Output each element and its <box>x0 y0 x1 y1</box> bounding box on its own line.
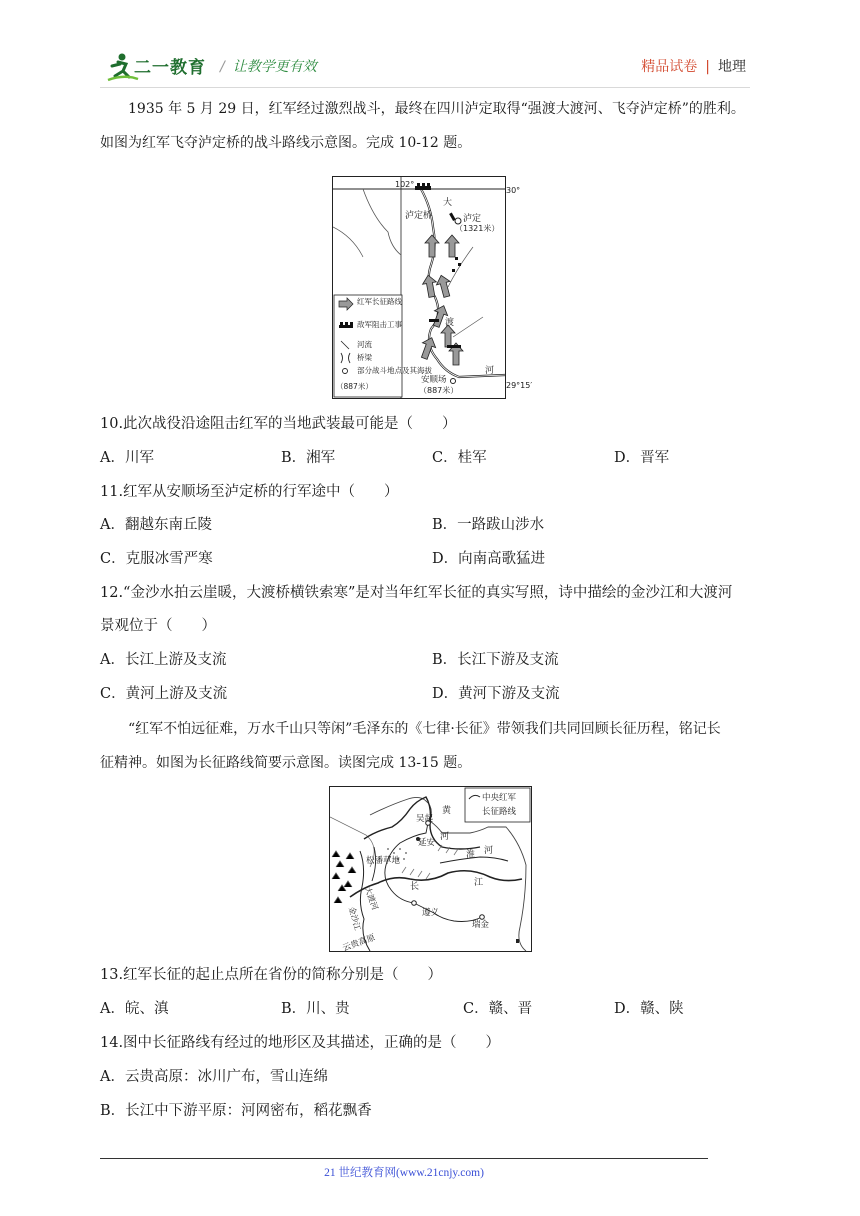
question-12-stem-line2: 景观位于（ ） <box>100 618 216 634</box>
legend-route-label: 红军长征路线 <box>357 297 402 306</box>
lon-label: 102° <box>395 180 415 189</box>
legend-river-label: 河流 <box>357 340 372 349</box>
logo-text: 二一教育 <box>134 58 206 78</box>
question-10-stem: 10.此次战役沿途阻击红军的当地武装最可能是（ ） <box>100 416 457 432</box>
town-label: 泸定 <box>463 214 482 224</box>
zunyi-point <box>412 901 417 906</box>
legend-battle-example: （887米） <box>336 382 373 391</box>
q13-option-a[interactable]: A．皖、滇 <box>100 1001 169 1017</box>
huai-char: 淮 <box>466 850 476 860</box>
yanan-label: 延安 <box>418 838 436 848</box>
question-11-stem: 11.红军从安顺场至泸定桥的行军途中（ ） <box>100 484 399 500</box>
river-char-du: 渡 <box>445 318 455 328</box>
q12-option-d[interactable]: D．黄河下游及支流 <box>432 686 560 702</box>
intro2-line2: 征精神。如图为长征路线简要示意图。读图完成 13-15 题。 <box>100 755 472 771</box>
island-mark <box>516 939 519 943</box>
q11-option-b[interactable]: B．一路跋山涉水 <box>432 517 545 533</box>
yungui-label: 云贵高原 <box>341 932 377 951</box>
river-char-da: 大 <box>443 198 453 208</box>
river-char-he: 河 <box>485 366 495 376</box>
zunyi-label: 遵义 <box>422 908 440 918</box>
legend-enemy-fort-icon <box>339 322 353 328</box>
intro-paragraph-2 <box>100 712 760 780</box>
yangtze-river-line <box>350 871 522 897</box>
q11-option-c[interactable]: C．克服冰雪严寒 <box>100 551 213 567</box>
slogan: / 让教学更有效 <box>220 59 317 75</box>
legend-line2: 长征路线 <box>482 807 517 817</box>
he1-char: 河 <box>440 832 450 842</box>
header-divider <box>100 87 750 88</box>
town-elev: （1321米） <box>455 224 500 233</box>
camp-elev: （887米） <box>419 386 459 395</box>
q11-option-d[interactable]: D．向南高歌猛进 <box>432 551 546 567</box>
intro2-line1: “红军不怕远征难，万水千山只等闲”毛泽东的《七律·长征》带领我们共同回顾长征历程，铭记长 <box>128 721 721 737</box>
legend-enemy-label: 敌军阻击工事 <box>357 320 402 329</box>
q13-option-c[interactable]: C．赣、晋 <box>463 1001 533 1017</box>
q14-option-a[interactable]: A．云贵高原：冰川广布，雪山连绵 <box>100 1069 328 1085</box>
q12-option-b[interactable]: B．长江下游及支流 <box>432 652 559 668</box>
long-march-map-svg <box>330 787 531 951</box>
q13-option-b[interactable]: B．川、贵 <box>281 1001 350 1017</box>
jinsha-label: 金沙江 <box>347 905 363 932</box>
q10-option-c[interactable]: C．桂军 <box>432 450 487 466</box>
intro1-line2: 如图为红军飞夺泸定桥的战斗路线示意图。完成 10-12 题。 <box>100 135 472 151</box>
legend-battle-point-icon <box>343 369 348 374</box>
dadu-label: 大渡河 <box>362 885 380 912</box>
long-march-map <box>329 786 532 952</box>
route-tick-marks <box>402 845 458 879</box>
header-right <box>641 56 746 76</box>
jiang-char: 江 <box>474 878 484 888</box>
q13-option-d[interactable]: D．赣、陕 <box>614 1001 684 1017</box>
question-13-stem: 13.红军长征的起止点所在省份的简称分别是（ ） <box>100 967 443 983</box>
q10-option-a[interactable]: A．川军 <box>100 450 154 466</box>
intro1-line1: 1935 年 5 月 29 日，红军经过激烈战斗，最终在四川泸定取得“强渡大渡河、飞夺泸定桥”的胜利。 <box>128 101 745 117</box>
ruijin-label: 瑞金 <box>472 920 490 930</box>
paper-tag: 精品试卷 <box>641 59 698 75</box>
he2-char: 河 <box>484 846 494 856</box>
camp-label: 安顺场 <box>421 375 447 385</box>
songpan-label: 松潘草地 <box>366 856 401 866</box>
luding-battle-map <box>332 176 506 399</box>
legend-battle-label: 部分战斗地点及其海拔 <box>357 366 432 375</box>
legend-bridge-label: 桥梁 <box>357 353 372 362</box>
footer-link[interactable]: 21 世纪教育网(www.21cnjy.com) <box>324 1167 484 1179</box>
q12-option-a[interactable]: A．长江上游及支流 <box>100 652 227 668</box>
q10-option-d[interactable]: D．晋军 <box>614 450 670 466</box>
slogan-text: 让教学更有效 <box>232 59 317 75</box>
legend-line1: 中央红军 <box>482 793 517 803</box>
intro-paragraph-1 <box>100 92 760 160</box>
q10-option-b[interactable]: B．湘军 <box>281 450 336 466</box>
lat-30-label: 30° <box>506 186 521 195</box>
q14-option-b[interactable]: B．长江中下游平原：河网密布，稻花飘香 <box>100 1103 372 1119</box>
question-12-stem-line1: 12.“金沙水拍云崖暖，大渡桥横铁索寒”是对当年红军长征的真实写照，诗中描绘的金沙江和大渡河 <box>100 585 733 601</box>
q12-option-c[interactable]: C．黄河上游及支流 <box>100 686 228 702</box>
header-separator: | <box>705 59 710 75</box>
wuqi-label: 吴起 <box>416 814 434 824</box>
question-14-stem: 14.图中长征路线有经过的地形区及其描述，正确的是（ ） <box>100 1035 501 1051</box>
q11-option-a[interactable]: A．翻越东南丘陵 <box>100 517 212 533</box>
footer-divider <box>100 1158 708 1159</box>
luding-map-svg <box>333 177 505 398</box>
huang-char: 黄 <box>442 806 452 816</box>
lat-2915-label: 29°15′ <box>506 381 533 390</box>
subject-label: 地理 <box>718 59 746 75</box>
ruijin-point <box>480 915 485 920</box>
bridge-label: 泸定桥 <box>405 211 433 221</box>
chang-char: 长 <box>410 882 420 892</box>
page-header <box>100 44 750 88</box>
